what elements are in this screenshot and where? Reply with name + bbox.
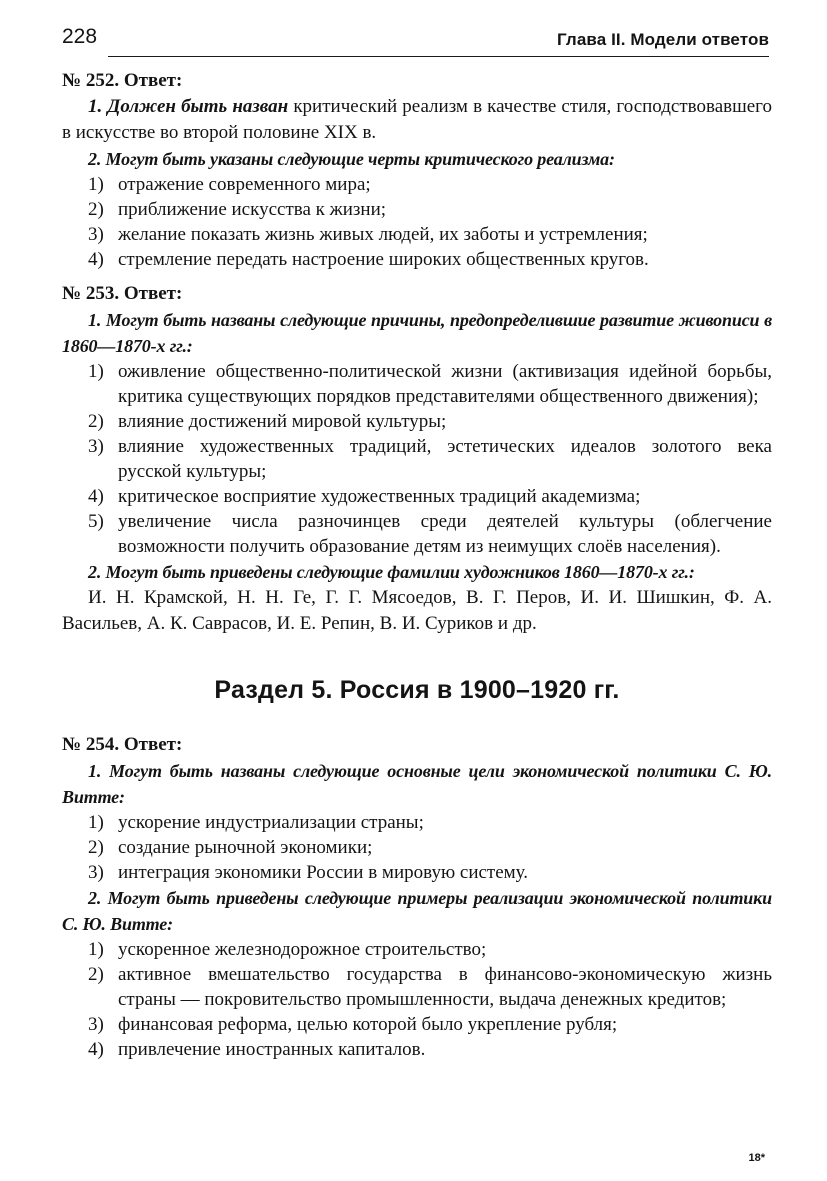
list-item [62, 1012, 772, 1037]
answer-252-paragraph-1-lead: 1. Должен быть назван [88, 96, 289, 117]
answer-252-heading: № 252. Ответ: [62, 70, 183, 91]
list-item-text: влияние художественных традиций, эстетических идеалов золотого века русской культуры; [118, 436, 772, 482]
answer-253-artist-names: И. Н. Крамской, Н. Н. Ге, Г. Г. Мясоедов, В. Г. Перов, И. И. Шишкин, Ф. А. Васильев, А. К. Саврасов, И. Е. Репин, В. И. Суриков и др. [62, 587, 772, 634]
list-item-text: активное вмешательство государства в финансово-экономическую жизнь страны — покровительство промышленности, выдача денежных кредитов; [118, 964, 772, 1010]
list-item-text: создание рыночной экономики; [118, 837, 373, 858]
answer-252-paragraph-1 [62, 94, 772, 146]
answer-254-paragraph-1: 1. Могут быть названы следующие основные цели экономической политики С. Ю. Витте: [62, 761, 772, 807]
answer-254-list-1 [62, 810, 772, 885]
list-item-number: 3) [88, 224, 104, 245]
list-item-text: отражение современного мира; [118, 174, 371, 195]
list-item-number: 3) [88, 1014, 104, 1035]
list-item-text: увеличение числа разночинцев среди деятелей культуры (облегчение возможности получить образование детям из неимущих слоёв населения). [118, 511, 772, 557]
answer-252 [62, 67, 772, 272]
list-item-text: финансовая реформа, целью которой было укрепление рубля; [118, 1014, 618, 1035]
list-item [62, 247, 772, 272]
list-item [62, 835, 772, 860]
list-item [62, 810, 772, 835]
list-item-text: влияние достижений мировой культуры; [118, 411, 447, 432]
answer-253-paragraph-2: 2. Могут быть приведены следующие фамилии художников 1860—1870-х гг.: [88, 562, 695, 582]
list-item-number: 2) [88, 964, 104, 985]
list-item-number: 1) [88, 174, 104, 195]
list-item [62, 222, 772, 247]
list-item-text: приближение искусства к жизни; [118, 199, 387, 220]
page-content [62, 67, 772, 1062]
running-head: Глава II. Модели ответов [557, 30, 769, 49]
answer-254-paragraph-2: 2. Могут быть приведены следующие примеры реализации экономической политики С. Ю. Витте: [62, 888, 772, 934]
list-item [62, 197, 772, 222]
list-item-text: ускоренное железнодорожное строительство; [118, 939, 487, 960]
list-item-number: 5) [88, 511, 104, 532]
list-item-number: 4) [88, 249, 104, 270]
answer-254-list-2 [62, 937, 772, 1062]
section-title: Раздел 5. Россия в 1900–1920 гг. [214, 676, 620, 704]
list-item-number: 1) [88, 939, 104, 960]
list-item-text: желание показать жизнь живых людей, их заботы и устремления; [118, 224, 648, 245]
list-item-number: 2) [88, 199, 104, 220]
list-item [62, 434, 772, 484]
list-item-text: критическое восприятие художественных традиций академизма; [118, 486, 641, 507]
spacer [62, 272, 772, 280]
list-item [62, 860, 772, 885]
printer-signature: 18* [748, 1152, 765, 1164]
answer-253 [62, 280, 772, 637]
list-item-number: 2) [88, 411, 104, 432]
answer-253-paragraph-1: 1. Могут быть названы следующие причины, предопределившие развитие живописи в 1860—1870-х гг.: [62, 310, 772, 356]
list-item-number: 4) [88, 486, 104, 507]
list-item-number: 4) [88, 1039, 104, 1060]
list-item-number: 3) [88, 436, 104, 457]
list-item-number: 1) [88, 361, 104, 382]
answer-252-list [62, 172, 772, 272]
list-item-text: ускорение индустриализации страны; [118, 812, 424, 833]
list-item-number: 1) [88, 812, 104, 833]
list-item-number: 2) [88, 837, 104, 858]
answer-254 [62, 731, 772, 1062]
answer-252-paragraph-2: 2. Могут быть указаны следующие черты критического реализма: [88, 149, 615, 169]
list-item [62, 484, 772, 509]
list-item [62, 409, 772, 434]
answer-253-list [62, 359, 772, 559]
list-item [62, 509, 772, 559]
answer-254-heading: № 254. Ответ: [62, 734, 183, 755]
list-item [62, 359, 772, 409]
list-item-text: привлечение иностранных капиталов. [118, 1039, 426, 1060]
list-item [62, 1037, 772, 1062]
list-item-text: стремление передать настроение широких общественных кругов. [118, 249, 649, 270]
header-rule [108, 56, 769, 57]
answer-252-paragraph-1-text: критический реализм в качестве стиля, господствовавшего в искусстве во второй половине XIX в. [62, 96, 773, 143]
list-item-number: 3) [88, 862, 104, 883]
page-number: 228 [62, 25, 98, 48]
list-item [62, 172, 772, 197]
list-item [62, 962, 772, 1012]
list-item [62, 937, 772, 962]
answer-253-heading: № 253. Ответ: [62, 283, 183, 304]
list-item-text: интеграция экономики России в мировую систему. [118, 862, 529, 883]
list-item-text: оживление общественно-политической жизни (активизация идейной борьбы, критика существующих порядков представителями общественного движения); [118, 361, 772, 407]
